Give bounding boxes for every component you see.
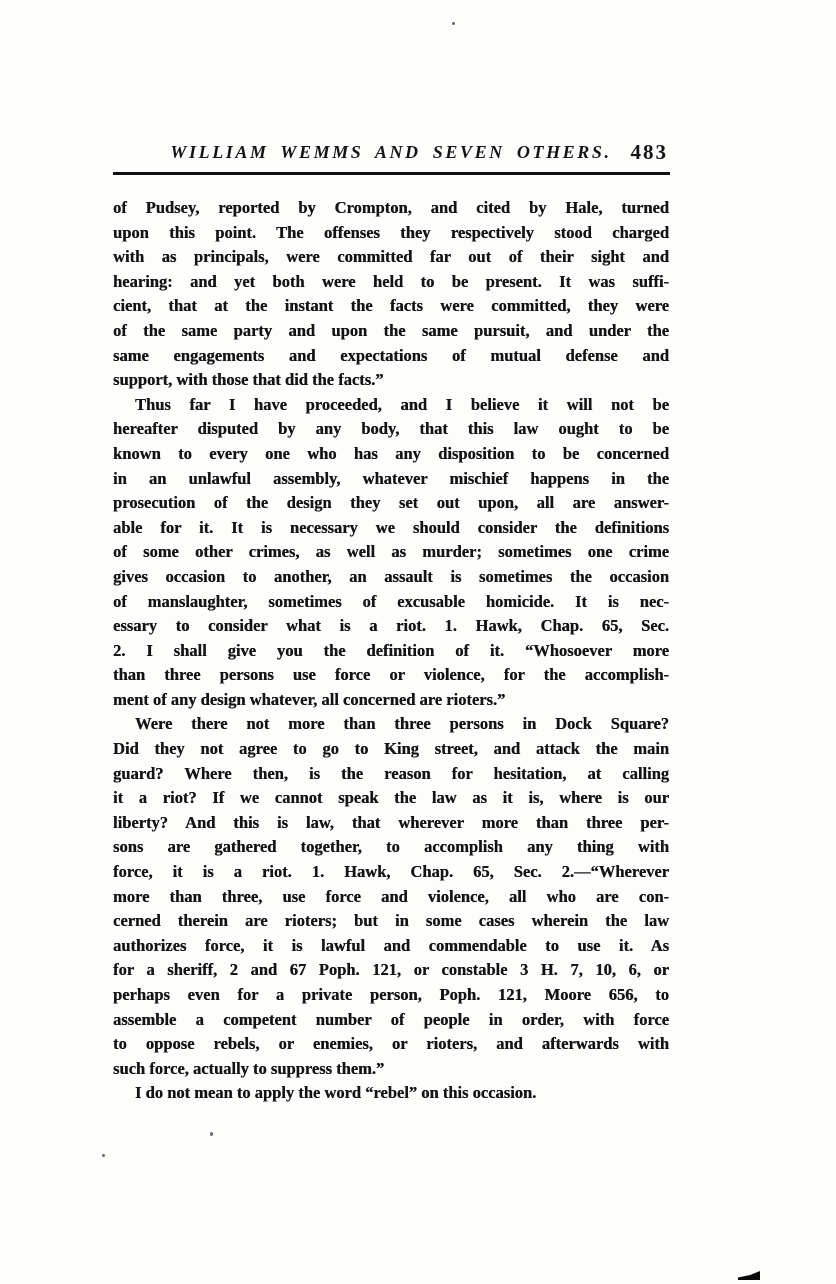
text-line: in an unlawful assembly, whatever mischief happens in the	[113, 468, 669, 488]
text-line: it a riot? If we cannot speak the law as it is, where is our	[113, 788, 669, 808]
text-line: with as principals, were committed far out of their sight and	[113, 247, 669, 267]
text-line: liberty? And this is law, that wherever more than three per-	[113, 812, 669, 832]
text-line: to oppose rebels, or enemies, or rioters, and afterwards with	[113, 1034, 669, 1054]
text-line: cerned therein are rioters; but in some cases wherein the law	[113, 911, 669, 931]
text-line: cient, that at the instant the facts were committed, they were	[113, 296, 669, 316]
text-line: able for it. It is necessary we should consider the definitions	[113, 517, 669, 537]
text-line: hereafter disputed by any body, that this law ought to be	[113, 419, 669, 439]
text-line: of the same party and upon the same pursuit, and under the	[113, 320, 669, 340]
text-line: perhaps even for a private person, Poph. 121, Moore 656, to	[113, 985, 669, 1004]
scan-speck	[102, 1154, 105, 1157]
text-line: hearing: and yet both were held to be present. It was suffi-	[113, 271, 669, 291]
text-line: of some other crimes, as well as murder; sometimes one crime	[113, 542, 669, 562]
text-line: guard? Where then, is the reason for hesitation, at calling	[113, 763, 669, 783]
text-line: gives occasion to another, an assault is sometimes the occasion	[113, 566, 669, 586]
text-line: assemble a competent number of people in order, with force	[113, 1009, 669, 1029]
page-number: 483	[630, 140, 668, 164]
text-line: Did they not agree to go to King street, and attack the main	[113, 739, 669, 759]
text-line: upon this point. The offenses they respectively stood charged	[113, 222, 669, 242]
body-text	[113, 196, 669, 1106]
text-line: authorizes force, it is lawful and commendable to use it. As	[113, 935, 669, 955]
text-line: sons are gathered together, to accomplish any thing with	[113, 837, 669, 857]
text-line: prosecution of the design they set out upon, all are answer-	[113, 493, 669, 513]
text-line: more than three, use force and violence, all who are con-	[113, 886, 669, 906]
text-line: than three persons use force or violence, for the accomplish-	[113, 665, 669, 685]
text-line: force, it is a riot. 1. Hawk, Chap. 65, Sec. 2.—“Wherever	[113, 862, 669, 882]
scan-artifact-wedge	[738, 1271, 760, 1280]
text-line: 2. I shall give you the definition of it. “Whosoever more	[113, 640, 669, 660]
text-line: of Pudsey, reported by Crompton, and cited by Hale, turned	[113, 198, 669, 217]
text-line: Were there not more than three persons in Dock Square?	[135, 714, 669, 734]
scan-speck	[452, 22, 455, 25]
text-line: same engagements and expectations of mutual defense and	[113, 345, 669, 365]
header-rule	[113, 172, 670, 175]
text-line: known to every one who has any disposition to be concerned	[113, 443, 669, 463]
text-line: essary to consider what is a riot. 1. Hawk, Chap. 65, Sec.	[113, 616, 669, 636]
text-line: Thus far I have proceeded, and I believe it will not be	[135, 394, 669, 414]
scan-speck	[210, 1132, 213, 1136]
text-line: of manslaughter, sometimes of excusable homicide. It is nec-	[113, 591, 669, 611]
running-header-title: WILLIAM WEMMS AND SEVEN OTHERS.	[170, 142, 612, 162]
text-line: support, with those that did the facts.”	[113, 370, 384, 390]
text-line: ment of any design whatever, all concerned are rioters.”	[113, 689, 506, 709]
text-line: for a sheriff, 2 and 67 Poph. 121, or constable 3 H. 7, 10, 6, or	[113, 960, 669, 980]
text-line: such force, actually to suppress them.”	[113, 1058, 385, 1078]
text-line: I do not mean to apply the word “rebel” on this occasion.	[135, 1083, 537, 1103]
